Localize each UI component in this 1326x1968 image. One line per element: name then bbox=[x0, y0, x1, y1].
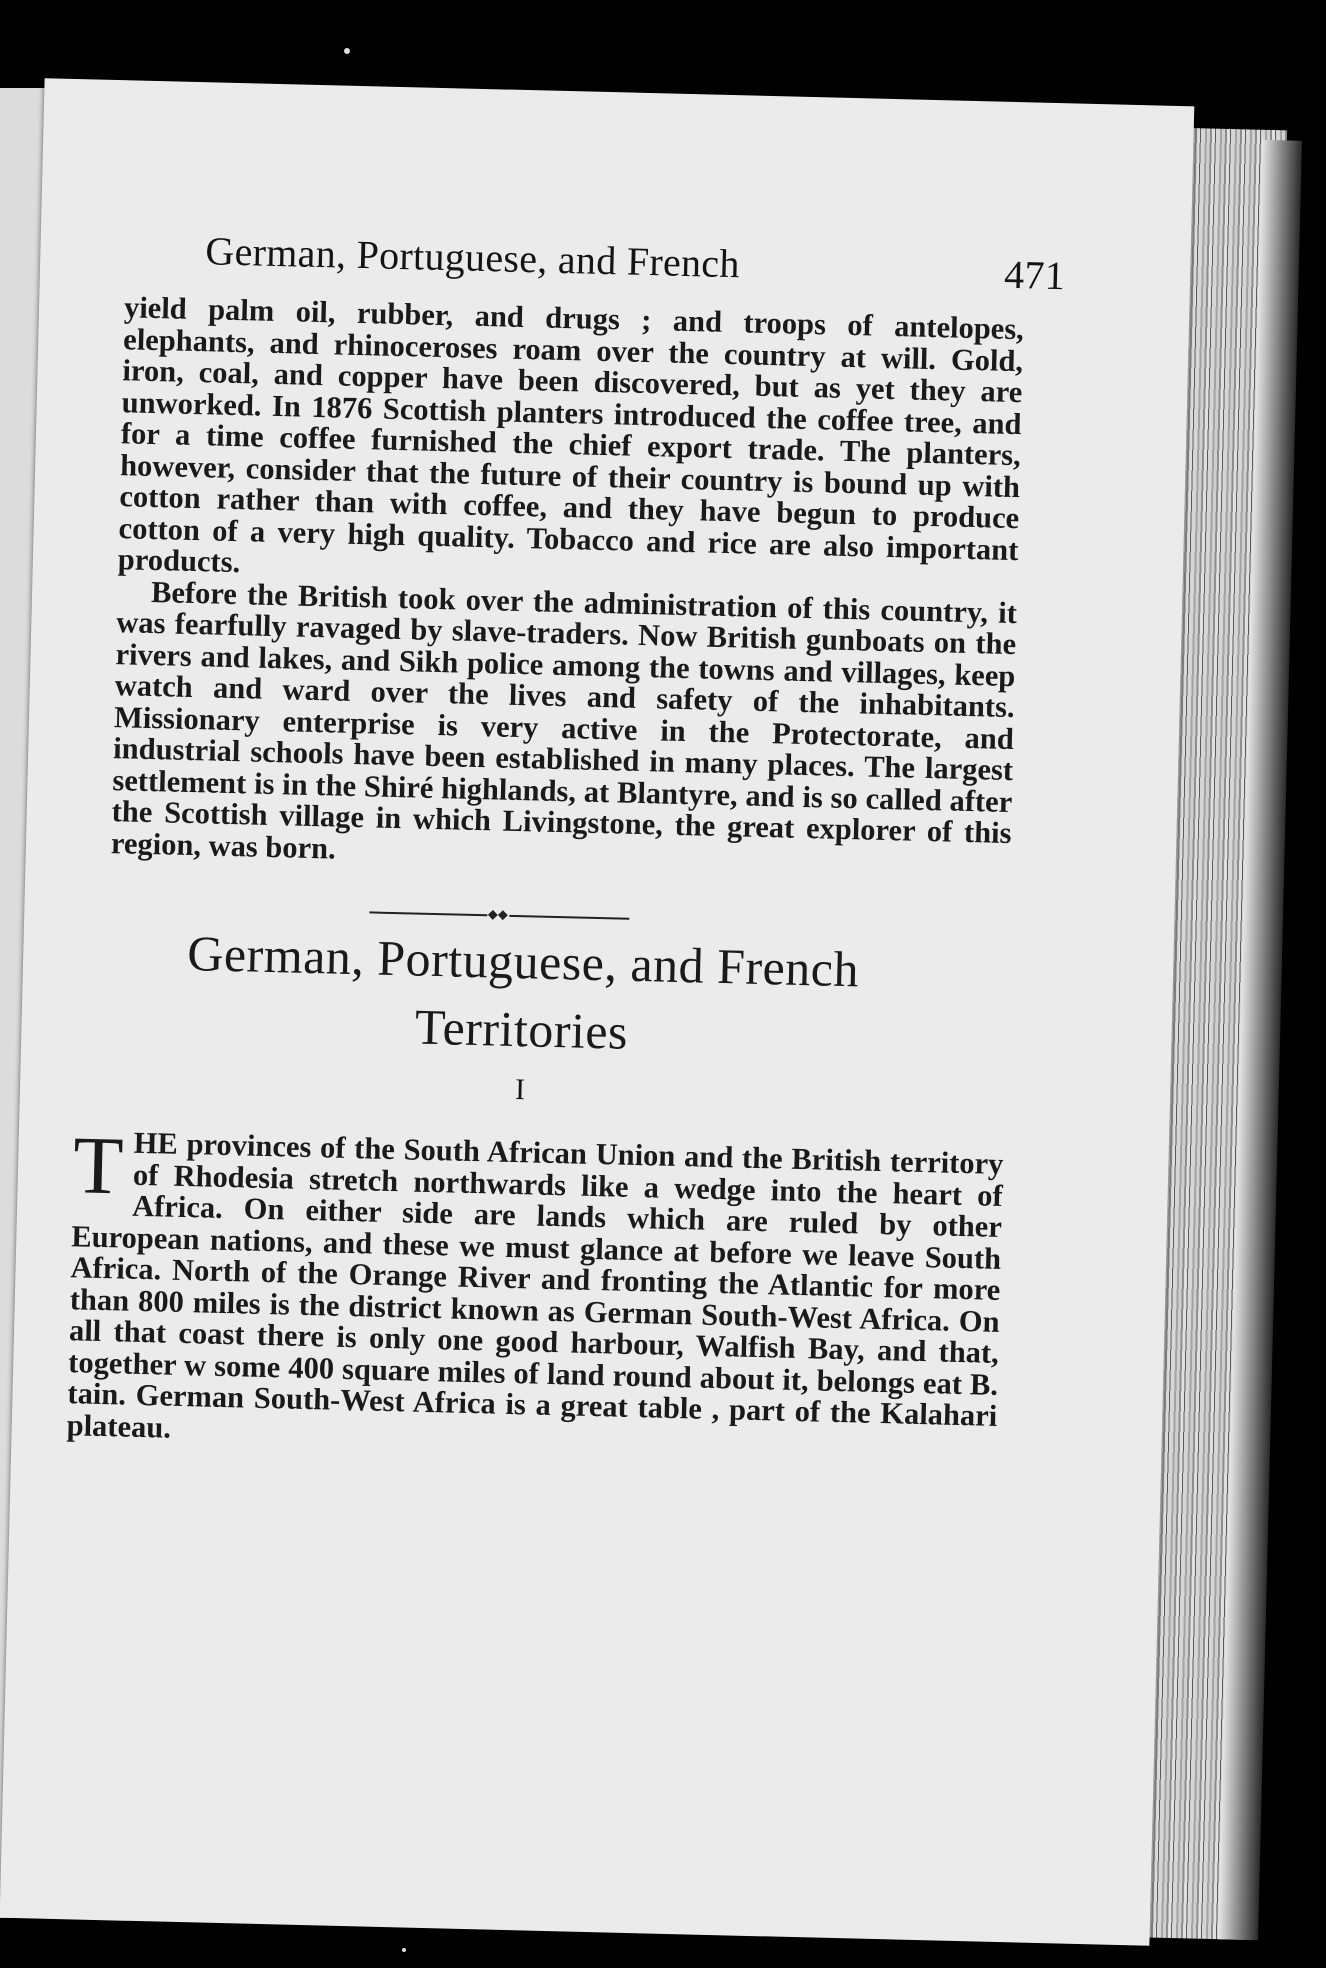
section-title-continued: Territories bbox=[414, 998, 629, 1060]
book-page bbox=[0, 78, 1194, 1946]
page-number: 471 bbox=[1003, 251, 1066, 299]
paragraph bbox=[66, 1119, 1004, 1464]
chapter-numeral: I bbox=[514, 1073, 526, 1107]
paragraph-text: HE provinces of the South African Union and the British territory of Rhodesia stretch northwards like a wedge into the heart of Africa. On either side are lands which are ruled by other European nations, and these we must glance at before we leave South Africa. North of the Orange River and fronting the Atlantic for more than 800 miles is the district known as German South-West Africa. On all that coast there is only one good harbour, Walfish Bay, and that, together w some 400 square miles of land round about it, belongs eat B. tain. German South-West Africa is a great table , part of the Kalahari plateau. bbox=[66, 1125, 1004, 1445]
paragraph: Before the British took over the administration of this country, it was fearfully ravaged by slave-traders. Now British gunboats on the rivers and lakes, and Sikh police among the towns and villages, keep watch and ward over the lives and safety of the inhabitants. Missionary enterprise is very active in the Protectorate, and industrial schools have been established in many places. The largest settlement is in the Shiré highlands, at Blantyre, and is so called after the Scottish village in which Livingstone, the great explorer of this region, was born. bbox=[110, 574, 1018, 866]
divider-line-left bbox=[369, 911, 487, 916]
paragraph: yield palm oil, rubber, and drugs ; and troops of antelopes, elephants, and rhinoceroses roam over the country at will. Gold, iron, coal, and copper have been discovered, but as yet they are unworked. In 1876 Scottish planters introduced the coffee tree, and for a time coffee furnished the chief export trade. The planters, however, consider that the future of their country is bound up with cotton rather than with coffee, and they have begun to produce cotton of a very high quality. Tobacco and rice are also important products. bbox=[117, 290, 1025, 580]
page-content bbox=[0, 78, 1194, 1946]
section-divider-ornament bbox=[369, 904, 629, 926]
body-text-block bbox=[111, 292, 1025, 881]
section-title: German, Portuguese, and French bbox=[186, 924, 860, 998]
dust-speck bbox=[402, 1948, 406, 1952]
body-text-block bbox=[66, 1119, 1004, 1464]
running-header bbox=[204, 227, 1066, 299]
divider-diamond bbox=[498, 910, 508, 920]
dust-speck bbox=[344, 48, 350, 54]
running-title: German, Portuguese, and French bbox=[204, 228, 741, 287]
divider-line-right bbox=[509, 915, 629, 920]
divider-diamond bbox=[488, 910, 498, 920]
drop-cap: T bbox=[72, 1119, 125, 1212]
